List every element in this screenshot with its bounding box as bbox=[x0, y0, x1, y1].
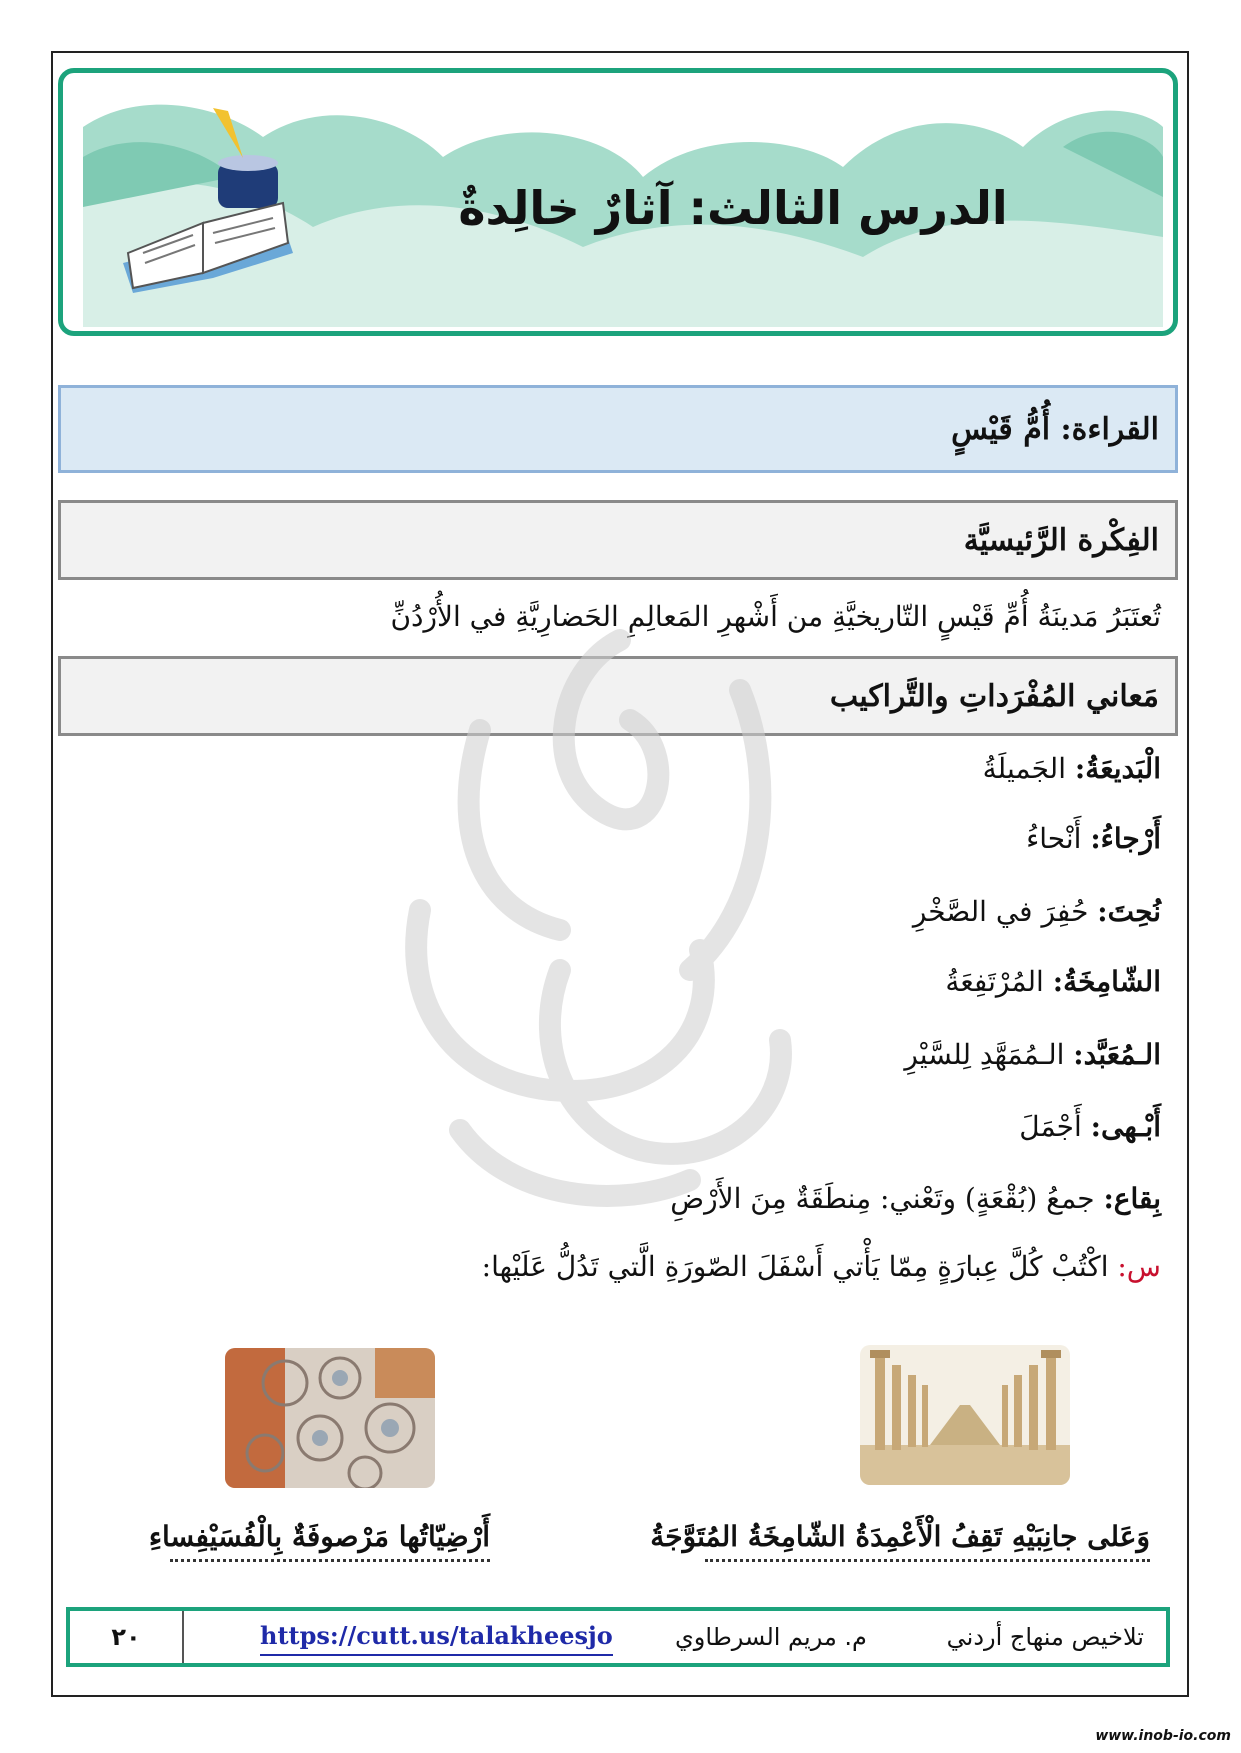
vocab-meaning: أَجْمَلَ bbox=[1019, 1110, 1082, 1143]
mosaic-caption: أَرْضِيّاتُها مَرْصوفَةٌ بِالْفُسَيْفِساءِ bbox=[170, 1520, 490, 1562]
question-text: اكْتُبْ كُلَّ عِبارَةٍ مِمّا يَأْتي أَسْفَلَ الصّورَةِ الَّتي تَدُلُّ عَلَيْها: bbox=[481, 1250, 1109, 1283]
vocab-item bbox=[670, 1182, 1161, 1215]
author-name: م. مريم السرطاوي bbox=[675, 1623, 867, 1651]
vocab-item bbox=[904, 1038, 1161, 1071]
lesson-banner bbox=[58, 68, 1178, 336]
page-number: ٢٠ bbox=[70, 1611, 184, 1663]
columns-caption: وَعَلى جانِبَيْهِ تَقِفُ الْأَعْمِدَةُ الشّامِخَةُ المُتَوَّجَةُ bbox=[705, 1520, 1150, 1562]
footer-bar bbox=[66, 1607, 1170, 1667]
roman-columns-image bbox=[860, 1345, 1070, 1485]
reading-title: القراءة: أُمُّ قَيْسٍ bbox=[951, 411, 1159, 447]
lesson-title: الدرس الثالث: آثارٌ خالِدةٌ bbox=[458, 181, 1008, 235]
vocabulary-heading: مَعاني المُفْرَداتِ والتَّراكيب bbox=[829, 678, 1159, 714]
vocab-term: الشّامِخَةُ: bbox=[1052, 965, 1161, 998]
mosaic-floor-image bbox=[225, 1348, 435, 1488]
vocab-item bbox=[945, 965, 1161, 998]
book-and-inkwell-icon bbox=[103, 103, 303, 313]
vocab-term: نُحِتَ: bbox=[1097, 895, 1161, 928]
question-line bbox=[482, 1250, 1161, 1283]
vocab-meaning: حُفِرَ في الصَّخْرِ bbox=[912, 895, 1089, 928]
main-idea-heading-box bbox=[58, 500, 1178, 580]
vocab-meaning: المُرْتَفِعَةُ bbox=[945, 965, 1044, 998]
vocab-item bbox=[1026, 822, 1161, 855]
vocab-item bbox=[983, 752, 1161, 785]
main-idea-heading: الفِكْرة الرَّئيسيَّة bbox=[963, 522, 1159, 558]
calligraphy-watermark bbox=[360, 610, 860, 1230]
vocab-meaning: أَنْحاءُ bbox=[1026, 822, 1082, 855]
reading-title-box bbox=[58, 385, 1178, 473]
brand-name: تلاخيص منهاج أردني bbox=[946, 1623, 1144, 1651]
vocab-item bbox=[1019, 1110, 1161, 1143]
vocab-meaning: جمعُ (بُقْعَةٍ) وتَعْني: مِنطَقَةٌ مِنَ الأَرْضِ bbox=[670, 1182, 1095, 1215]
vocab-term: بِقاع: bbox=[1103, 1182, 1161, 1215]
question-marker: س: bbox=[1117, 1250, 1161, 1283]
vocab-term: أَبْـهى: bbox=[1090, 1110, 1161, 1143]
vocab-item bbox=[913, 895, 1161, 928]
vocab-meaning: الـمُمَهَّدِ لِلسَّيْرِ bbox=[904, 1038, 1065, 1071]
website-link[interactable]: https://cutt.us/talakheesjo bbox=[260, 1621, 613, 1656]
vocab-term: الـمُعَبَّد: bbox=[1073, 1038, 1161, 1071]
main-idea-text: تُعتَبَرُ مَدينَةُ أُمِّ قَيْسٍ التّاريخيَّةِ من أَشْهرِ المَعالِمِ الحَضارِيَّةِ في الأُرْدُنِّ bbox=[390, 600, 1161, 633]
vocab-meaning: الجَميلَةُ bbox=[982, 752, 1066, 785]
vocab-term: الْبَديعَةُ: bbox=[1074, 752, 1161, 785]
site-watermark: www.inob-io.com bbox=[1095, 1728, 1231, 1744]
vocab-term: أَرْجاءُ: bbox=[1090, 822, 1161, 855]
